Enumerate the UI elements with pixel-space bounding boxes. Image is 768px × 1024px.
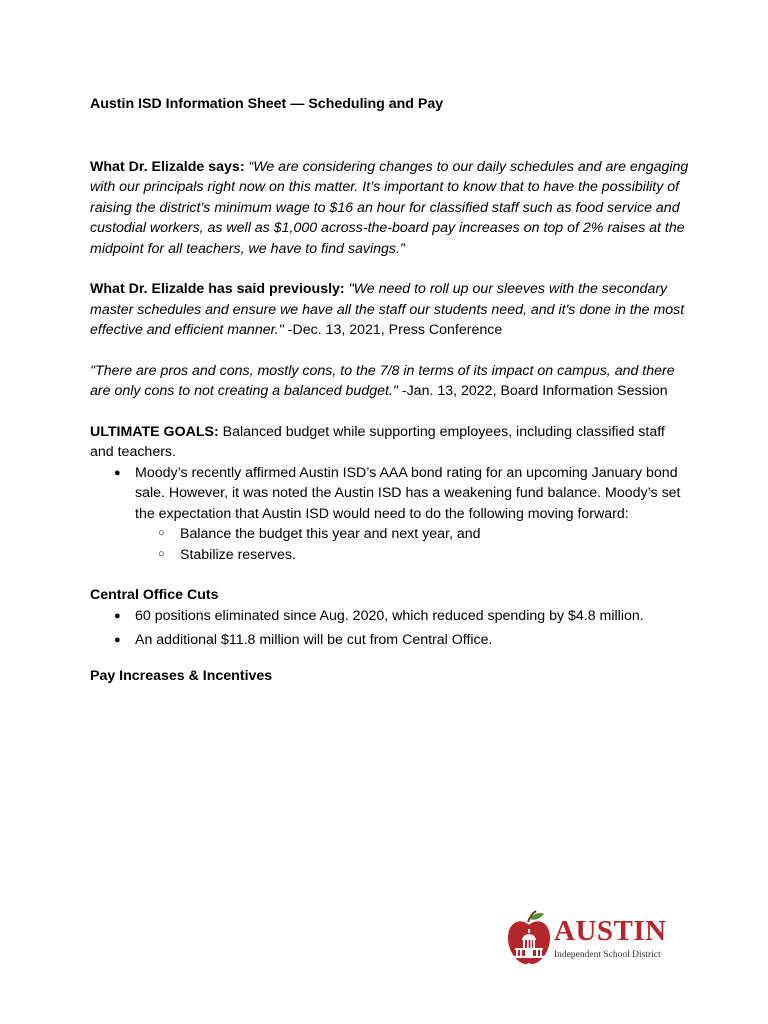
elizalde-previously-quote: "We need to roll up our sleeves with the secondary master schedules and ensure we have all the staff our students need, and it's done in the most effective and efficient manner." xyxy=(90,281,685,338)
list-item xyxy=(135,524,690,545)
goals-sublist xyxy=(135,524,690,565)
elizalde-says-label: What Dr. Elizalde says: xyxy=(90,158,245,175)
logo-subtitle: Independent School District xyxy=(554,950,661,960)
ultimate-goals-label: ULTIMATE GOALS: xyxy=(90,423,219,440)
bullet-icon: ● xyxy=(114,609,121,622)
document-title: Austin ISD Information Sheet — Scheduling and Pay xyxy=(90,96,444,112)
apple-capitol-icon xyxy=(506,910,552,966)
sub-item-text: Stabilize reserves. xyxy=(180,546,296,563)
goals-list xyxy=(90,463,690,566)
cut-item-text: An additional $11.8 million will be cut from Central Office. xyxy=(135,632,493,648)
elizalde-previously-source: -Dec. 13, 2021, Press Conference xyxy=(283,322,503,338)
goals-bullet-text: Moody’s recently affirmed Austin ISD’s AAA bond rating for an upcoming January bond sale. However, it was noted the Austin ISD has a weakening fund balance. Moody’s set the expectation that Austin ISD would need to do the following moving forward: xyxy=(135,464,681,522)
central-office-list xyxy=(90,606,690,651)
elizalde-previously-paragraph xyxy=(90,279,690,341)
ultimate-goals-text: Balanced budget while supporting employees, including classified staff and teachers. xyxy=(90,423,665,460)
hollow-bullet-icon: ○ xyxy=(158,547,165,560)
central-office-heading: Central Office Cuts xyxy=(90,587,219,603)
elizalde-says-quote: “We are considering changes to our daily schedules and are engaging with our principals right now on this matter. It’s important to know that to have the possibility of raising the district’s minimum wage to $16 an hour for classified staff such as food service and custodial workers, as well as $1,000 across-the-board pay increases on top of 2% raises at the midpoint for all teachers, we have to find savings.” xyxy=(90,158,689,257)
austin-isd-logo xyxy=(506,910,676,966)
list-item xyxy=(135,545,690,566)
sub-item-text: Balance the budget this year and next year, and xyxy=(180,526,481,542)
logo-wordmark: AUSTIN xyxy=(554,915,667,947)
bullet-icon: ● xyxy=(114,634,121,646)
list-item xyxy=(90,606,690,627)
cut-item-text: 60 positions eliminated since Aug. 2020, which reduced spending by $4.8 million. xyxy=(135,607,644,624)
ultimate-goals-paragraph xyxy=(90,422,690,463)
list-item xyxy=(90,463,690,566)
hollow-bullet-icon: ○ xyxy=(158,527,165,539)
second-quote-paragraph xyxy=(90,361,690,402)
elizalde-previously-label: What Dr. Elizalde has said previously: xyxy=(90,281,345,297)
elizalde-says-paragraph xyxy=(90,157,690,260)
bullet-icon: ● xyxy=(114,466,121,479)
list-item xyxy=(90,630,690,651)
document-body xyxy=(90,94,690,686)
second-quote-source: -Jan. 13, 2022, Board Information Session xyxy=(397,383,668,399)
second-quote-text: "There are pros and cons, mostly cons, to the 7/8 in terms of its impact on campus, and there are only cons to not creating a balanced budget." xyxy=(90,362,675,399)
pay-increases-heading: Pay Increases & Incentives xyxy=(90,667,273,684)
